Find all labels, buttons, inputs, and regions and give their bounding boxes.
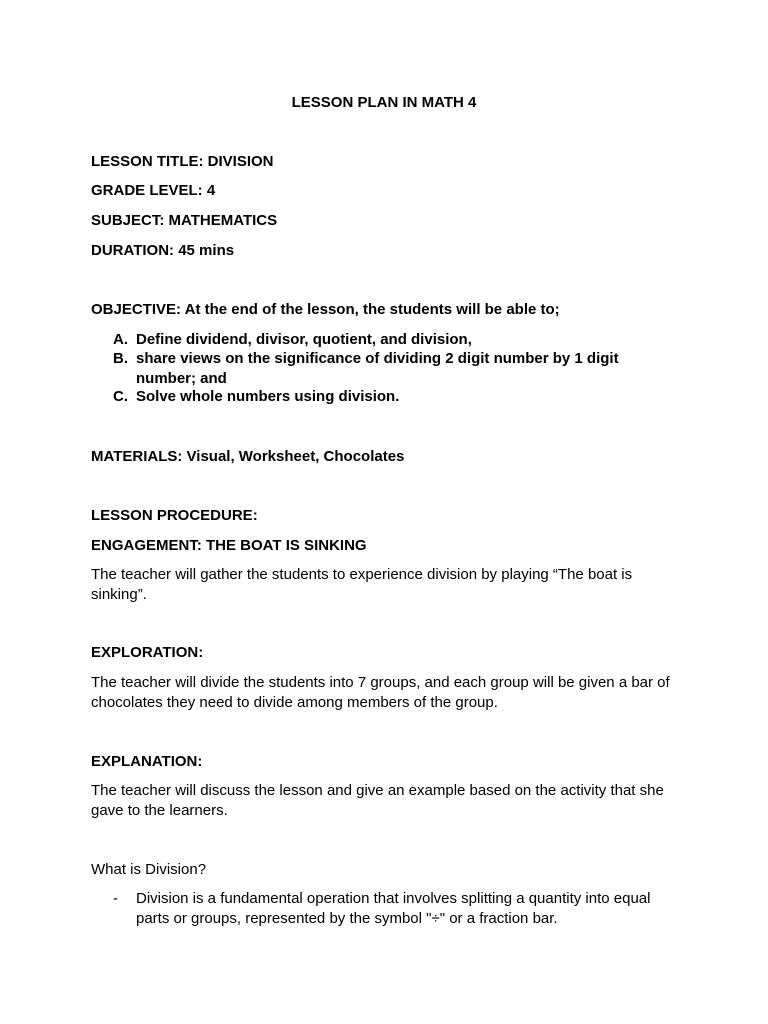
- grade-level: GRADE LEVEL: 4: [91, 182, 216, 199]
- engagement-text: The teacher will gather the students to experience division by playing “The boat is sinking”.: [91, 566, 633, 603]
- objective-item: [113, 330, 673, 350]
- duration: DURATION: 45 mins: [91, 242, 235, 259]
- list-text: Solve whole numbers using division.: [136, 388, 400, 405]
- exploration-heading: EXPLORATION:: [91, 644, 204, 661]
- explanation-text: The teacher will discuss the lesson and give an example based on the activity that she gave to the learners.: [91, 782, 664, 819]
- list-text: Define dividend, divisor, quotient, and division,: [136, 331, 472, 348]
- materials: MATERIALS: Visual, Worksheet, Chocolates: [91, 448, 405, 465]
- subject: SUBJECT: MATHEMATICS: [91, 212, 278, 229]
- bullet-text: Division is a fundamental operation that involves splitting a quantity into equal parts or groups, represented by the symbol "÷" or a fraction bar.: [136, 890, 651, 927]
- document-title: LESSON PLAN IN MATH 4: [291, 94, 477, 111]
- objective-item: [113, 349, 633, 388]
- objective-heading: OBJECTIVE: At the end of the lesson, the students will be able to;: [91, 301, 560, 318]
- list-text: share views on the significance of dividing 2 digit number by 1 digit number; and: [136, 350, 619, 387]
- list-marker: A.: [113, 331, 128, 348]
- list-marker: B.: [113, 350, 128, 367]
- lesson-procedure-heading: LESSON PROCEDURE:: [91, 507, 258, 524]
- bullet-item: [113, 889, 658, 928]
- lesson-title: LESSON TITLE: DIVISION: [91, 153, 274, 170]
- list-marker: C.: [113, 388, 128, 405]
- exploration-text: The teacher will divide the students into 7 groups, and each group will be given a bar of chocolates they need to divide among members of the group.: [91, 674, 670, 711]
- question-text: What is Division?: [91, 861, 207, 878]
- bullet-marker: -: [113, 890, 118, 907]
- objective-item: [113, 387, 673, 407]
- explanation-heading: EXPLANATION:: [91, 753, 203, 770]
- engagement-heading: ENGAGEMENT: THE BOAT IS SINKING: [91, 537, 367, 554]
